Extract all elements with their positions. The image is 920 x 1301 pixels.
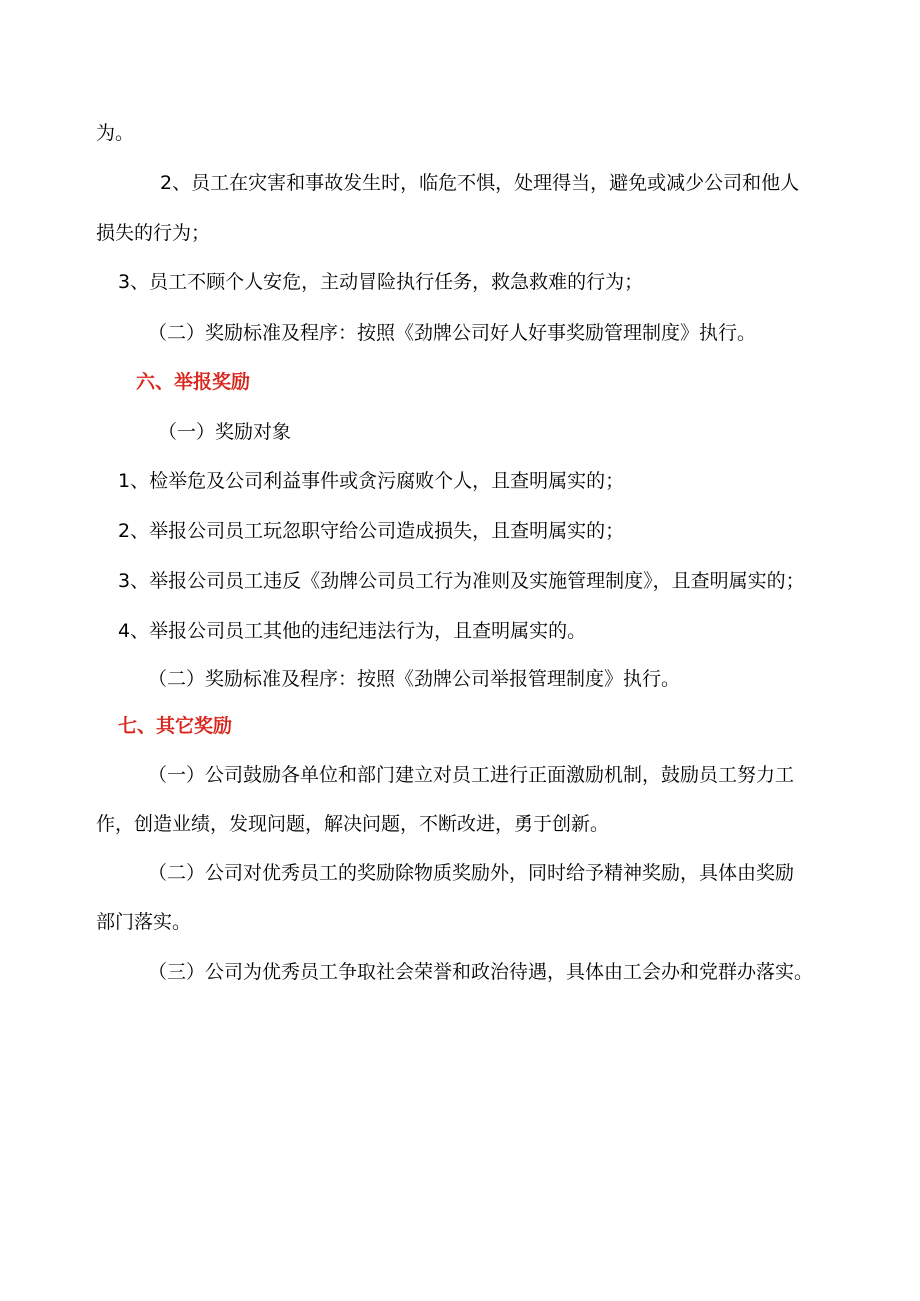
paragraph-line: （二）公司对优秀员工的奖励除物质奖励外，同时给予精神奖励，具体由奖励 <box>148 862 795 884</box>
section-heading: 七、其它奖励 <box>118 715 233 737</box>
paragraph-line: 损失的行为； <box>96 222 211 244</box>
list-item: 3、举报公司员工违反《劲牌公司员工行为准则及实施管理制度》，且查明属实的； <box>118 570 805 592</box>
paragraph-line: （三）公司为优秀员工争取社会荣誉和政治待遇，具体由工会办和党群办落实。 <box>148 961 814 983</box>
list-item: 1、检举危及公司利益事件或贪污腐败个人，且查明属实的； <box>118 470 625 492</box>
paragraph-line: 3、员工不顾个人安危，主动冒险执行任务，救急救难的行为； <box>118 271 644 293</box>
paragraph-line: （一）公司鼓励各单位和部门建立对员工进行正面激励机制，鼓励员工努力工 <box>148 764 795 786</box>
paragraph-line: 部门落实。 <box>96 911 192 933</box>
section-heading: 六、举报奖励 <box>136 371 251 393</box>
paragraph-line: 作，创造业绩，发现问题，解决问题，不断改进，勇于创新。 <box>96 813 610 835</box>
paragraph-line: （二）奖励标准及程序：按照《劲牌公司举报管理制度》执行。 <box>148 668 681 690</box>
paragraph-line: 为。 <box>96 122 135 144</box>
paragraph-line: 2、员工在灾害和事故发生时，临危不惧，处理得当，避免或减少公司和他人 <box>160 172 800 194</box>
list-item: 2、举报公司员工玩忽职守给公司造成损失，且查明属实的； <box>118 520 625 542</box>
list-item: 4、举报公司员工其他的违纪违法行为，且查明属实的。 <box>118 620 587 642</box>
subsection-heading: （一）奖励对象 <box>158 421 292 443</box>
paragraph-line: （二）奖励标准及程序：按照《劲牌公司好人好事奖励管理制度》执行。 <box>148 322 757 344</box>
